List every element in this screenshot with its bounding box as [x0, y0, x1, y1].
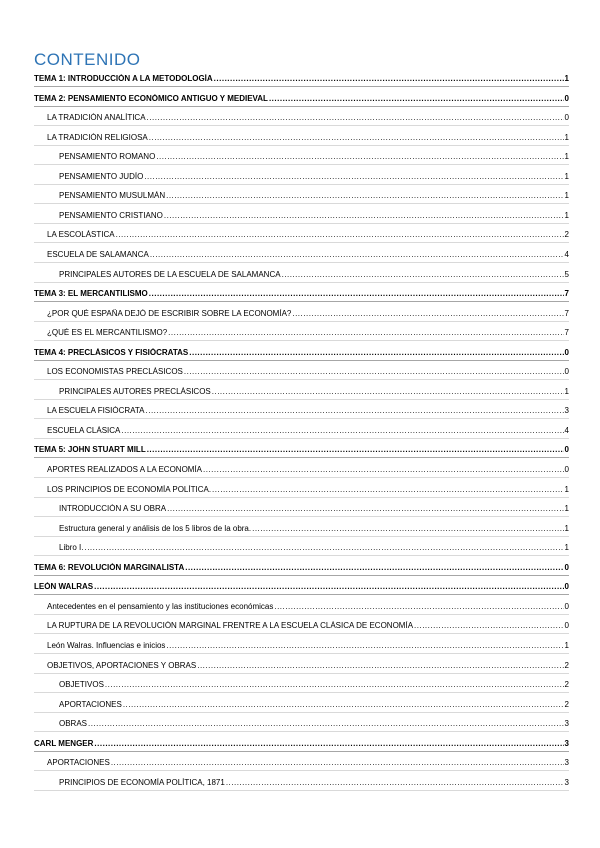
toc-leader-dots	[94, 739, 563, 749]
toc-page-number: 1	[564, 171, 569, 181]
toc-page-number: 1	[564, 523, 569, 533]
toc-entry-label: PRINCIPALES AUTORES PRECLÁSICOS	[59, 386, 211, 396]
toc-leader-dots	[116, 230, 564, 240]
toc-entry-label: TEMA 4: PRECLÁSICOS Y FISIÓCRATAS	[34, 347, 189, 357]
toc-leader-dots	[203, 465, 564, 475]
toc-leader-dots	[147, 445, 564, 455]
toc-leader-dots	[167, 504, 563, 514]
toc-entry[interactable]	[34, 739, 569, 752]
toc-entry[interactable]	[34, 621, 569, 634]
toc-entry-label: OBRAS	[59, 719, 88, 729]
toc-leader-dots	[292, 309, 563, 319]
toc-page-number: 3	[564, 719, 569, 729]
toc-entry[interactable]	[34, 758, 569, 771]
toc-page-number: 0	[564, 347, 569, 357]
toc-entry-label: LOS ECONOMISTAS PRECLÁSICOS	[47, 367, 183, 377]
toc-entry-label: Antecedentes en el pensamiento y las instituciones económicas	[47, 601, 274, 611]
toc-page-number: 0	[564, 562, 569, 572]
toc-leader-dots	[164, 211, 564, 221]
toc-entry[interactable]	[34, 152, 569, 165]
toc-entry[interactable]	[34, 504, 569, 517]
toc-entry-label: PENSAMIENTO JUDÍO	[59, 171, 144, 181]
toc-page-number: 3	[564, 406, 569, 416]
toc-entry-label: Libro I.	[59, 543, 84, 553]
toc-page-number: 1	[564, 484, 569, 494]
toc-entry-label: APORTES REALIZADOS A LA ECONOMÍA	[47, 465, 203, 474]
toc-page-number: 4	[564, 425, 569, 435]
toc-title: CONTENIDO	[34, 50, 141, 69]
toc-entry-label: CARL MENGER	[34, 738, 94, 748]
toc-entry[interactable]	[34, 328, 569, 341]
toc-page-number: 2	[564, 230, 569, 240]
toc-entry-label: LA TRADICIÓN RELIGIOSA	[47, 132, 148, 142]
toc-entry-label: TEMA 6: REVOLUCIÓN MARGINALISTA	[34, 562, 185, 572]
toc-entry-label: ¿POR QUÉ ESPAÑA DEJÓ DE ESCRIBIR SOBRE LA ECONOMÍA?	[47, 308, 292, 318]
toc-page-number: 0	[564, 445, 569, 455]
toc-entry[interactable]	[34, 524, 569, 537]
toc-page-number: 0	[564, 465, 569, 474]
toc-entry-label: APORTACIONES	[47, 758, 110, 768]
toc-entry-label: LOS PRINCIPIOS DE ECONOMÍA POLÍTICA.	[47, 484, 212, 494]
toc-entry-label: OBJETIVOS	[59, 680, 104, 690]
toc-page-number: 2	[564, 680, 569, 690]
toc-entry[interactable]	[34, 485, 569, 498]
toc-page-number: 2	[564, 699, 569, 709]
toc-leader-dots	[150, 250, 564, 260]
toc-entry-label: PENSAMIENTO ROMANO	[59, 152, 156, 162]
toc-entry[interactable]	[34, 74, 569, 87]
toc-entry-label: LA ESCUELA FISIÓCRATA	[47, 406, 145, 416]
toc-entry-label: LEÓN WALRAS	[34, 582, 94, 592]
toc-entry[interactable]	[34, 211, 569, 224]
toc-leader-dots	[105, 680, 564, 690]
toc-leader-dots	[166, 641, 563, 651]
toc-page-number: 0	[564, 367, 569, 377]
toc-entry[interactable]	[34, 582, 569, 595]
toc-leader-dots	[121, 426, 563, 436]
toc-entry-label: PRINCIPIOS DE ECONOMÍA POLÍTICA, 1871	[59, 777, 225, 787]
toc-leader-dots	[156, 152, 563, 162]
toc-page-number: 0	[564, 621, 569, 631]
toc-entry[interactable]	[34, 426, 569, 439]
toc-page-number: 1	[564, 74, 569, 83]
toc-leader-dots	[166, 191, 563, 201]
toc-page-number: 4	[564, 249, 569, 259]
toc-entry[interactable]	[34, 367, 569, 380]
toc-entry-label: ¿QUÉ ES EL MERCANTILISMO?	[47, 328, 168, 338]
toc-entry[interactable]	[34, 602, 569, 615]
toc-leader-dots	[123, 700, 564, 710]
toc-entry-label: ESCUELA DE SALAMANCA	[47, 249, 149, 259]
toc-page-number: 7	[564, 308, 569, 318]
toc-leader-dots	[94, 582, 563, 592]
toc-page-number: 0	[564, 113, 569, 123]
toc-leader-dots	[149, 133, 564, 143]
toc-leader-dots	[214, 74, 564, 84]
toc-leader-dots	[414, 621, 564, 631]
toc-entry-label: PRINCIPALES AUTORES DE LA ESCUELA DE SALAMANCA	[59, 269, 281, 279]
toc-leader-dots	[212, 485, 564, 495]
toc-entry[interactable]	[34, 661, 569, 674]
toc-leader-dots	[168, 328, 563, 338]
toc-entry-label: TEMA 2: PENSAMIENTO ECONÓMICO ANTIGUO Y MEDIEVAL	[34, 93, 268, 103]
toc-leader-dots	[146, 406, 564, 416]
toc-entry[interactable]	[34, 133, 569, 146]
toc-entry-label: TEMA 5: JOHN STUART MILL	[34, 445, 146, 455]
toc-entry[interactable]	[34, 563, 569, 576]
toc-page-number: 1	[564, 152, 569, 162]
toc-leader-dots	[282, 270, 564, 280]
toc-entry[interactable]	[34, 719, 569, 732]
toc-entry-label: Estructura general y análisis de los 5 libros de la obra.	[59, 523, 252, 533]
toc-page-number: 1	[564, 640, 569, 650]
toc-leader-dots	[252, 524, 563, 534]
toc-page-number: 0	[564, 93, 569, 103]
toc-page-number: 3	[564, 738, 569, 748]
toc-leader-dots	[212, 387, 564, 397]
toc-entry[interactable]	[34, 700, 569, 713]
toc-leader-dots	[189, 348, 563, 358]
toc-entry-label: TEMA 1: INTRODUCCIÓN A LA METODOLOGÍA	[34, 74, 213, 83]
toc-leader-dots	[111, 758, 564, 768]
toc-page-number: 1	[564, 191, 569, 201]
toc-leader-dots	[84, 543, 563, 553]
toc-entry-label: PENSAMIENTO MUSULMÁN	[59, 191, 166, 201]
toc-page-number: 1	[564, 386, 569, 396]
toc-entry[interactable]	[34, 113, 569, 126]
toc-leader-dots	[184, 367, 564, 377]
toc-page-number: 3	[564, 777, 569, 787]
toc-leader-dots	[226, 778, 564, 788]
toc-page-number: 1	[564, 210, 569, 220]
toc-entry[interactable]	[34, 172, 569, 185]
toc-page-number: 1	[564, 132, 569, 142]
toc-entry[interactable]	[34, 250, 569, 263]
toc-entry[interactable]	[34, 230, 569, 243]
toc-entry[interactable]	[34, 387, 569, 400]
toc-page-number: 0	[564, 582, 569, 592]
toc-entry[interactable]	[34, 289, 569, 302]
toc-page-number: 1	[564, 543, 569, 553]
toc-leader-dots	[185, 563, 563, 573]
toc-entry-label: APORTACIONES	[59, 699, 122, 709]
toc-entry-label: LA ESCOLÁSTICA	[47, 230, 115, 240]
toc-entry-label: OBJETIVOS, APORTACIONES Y OBRAS	[47, 660, 197, 670]
toc-leader-dots	[144, 172, 563, 182]
toc-entry-label: TEMA 3: EL MERCANTILISMO	[34, 289, 148, 299]
toc-entry-label: INTRODUCCIÓN A SU OBRA	[59, 504, 167, 514]
toc-page-number: 5	[564, 269, 569, 279]
toc-entry[interactable]	[34, 94, 569, 107]
toc-page-number: 7	[564, 328, 569, 338]
toc-entry[interactable]	[34, 543, 569, 556]
toc-page-number: 2	[564, 660, 569, 670]
toc-page-number: 0	[564, 601, 569, 611]
toc-leader-dots	[269, 94, 564, 104]
toc-entry-label: LA TRADICIÓN ANALÍTICA	[47, 113, 146, 123]
toc-leader-dots	[147, 113, 564, 123]
toc-entry[interactable]	[34, 445, 569, 458]
toc-leader-dots	[274, 602, 563, 612]
toc-leader-dots	[197, 661, 563, 671]
toc-entry-label: ESCUELA CLÁSICA	[47, 425, 121, 435]
toc-entry[interactable]	[34, 641, 569, 654]
toc-entry[interactable]	[34, 406, 569, 419]
toc-leader-dots	[88, 719, 564, 729]
toc-entry[interactable]	[34, 309, 569, 322]
toc-entry[interactable]	[34, 191, 569, 204]
toc-page-number: 3	[564, 758, 569, 768]
toc-entry[interactable]	[34, 270, 569, 283]
toc-entry[interactable]	[34, 778, 569, 791]
toc-page-number: 7	[564, 289, 569, 299]
toc-leader-dots	[149, 289, 564, 299]
toc-entry-label: León Walras. Influencias e inicios	[47, 640, 166, 650]
toc-entry[interactable]	[34, 348, 569, 361]
toc-page-number: 1	[564, 504, 569, 514]
toc-entry[interactable]	[34, 680, 569, 693]
toc-entry-label: PENSAMIENTO CRISTIANO	[59, 210, 163, 220]
toc-entry-label: LA RUPTURA DE LA REVOLUCIÓN MARGINAL FRENTRE A LA ESCUELA CLÁSICA DE ECONOMÍA	[47, 621, 414, 631]
toc-entry[interactable]	[34, 465, 569, 478]
